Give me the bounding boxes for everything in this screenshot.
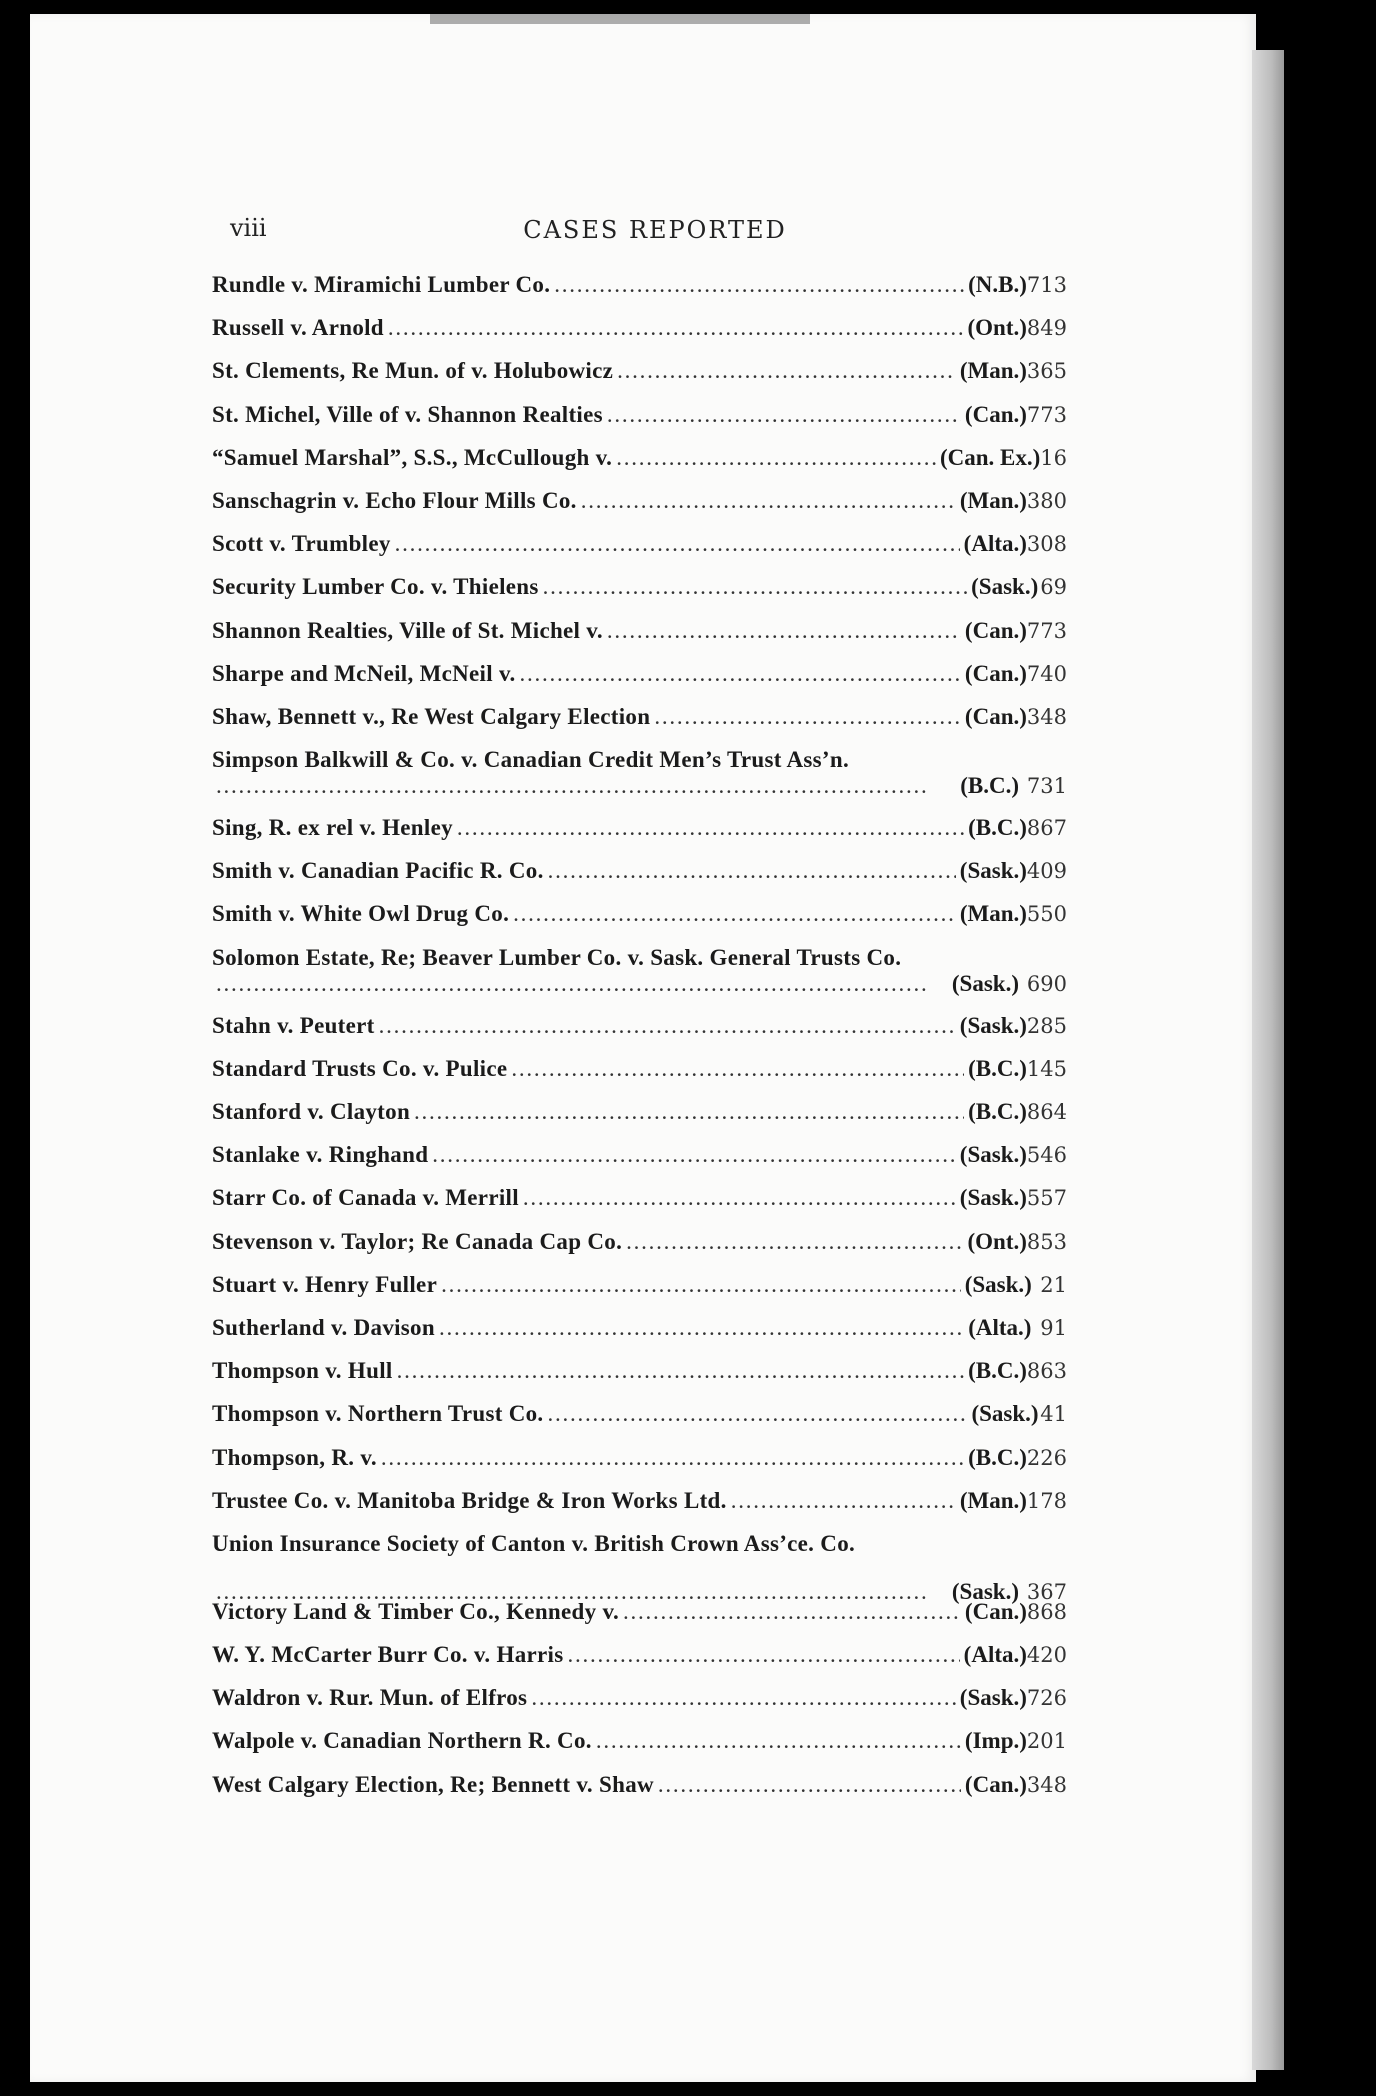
page-reference: 367 xyxy=(1026,1579,1067,1604)
court-abbrev: (Can.) xyxy=(964,1771,1027,1797)
court-abbrev: (B.C.) xyxy=(968,815,1027,841)
case-name: Stanlake v. Ringhand xyxy=(212,1142,429,1168)
case-name: Smith v. White Owl Drug Co. xyxy=(212,901,510,927)
case-entry xyxy=(212,704,1067,747)
court-abbrev: (Sask.) xyxy=(959,858,1027,884)
dot-leader xyxy=(596,1728,961,1754)
case-entry xyxy=(212,402,1067,445)
case-entry xyxy=(212,1599,1067,1642)
page-reference: 868 xyxy=(1026,1599,1067,1624)
page-reference: 731 xyxy=(1026,774,1067,799)
case-entry xyxy=(212,531,1067,574)
dot-leader xyxy=(607,618,961,644)
case-entry xyxy=(212,1685,1067,1728)
case-name: Sanschagrin v. Echo Flour Mills Co. xyxy=(212,487,577,513)
court-abbrev: (Sask.) xyxy=(971,1401,1039,1427)
case-name: Solomon Estate, Re; Beaver Lumber Co. v. Sask. General Trusts Co. xyxy=(212,944,902,970)
dot-leader xyxy=(513,901,956,927)
case-entry xyxy=(212,1272,1067,1315)
dot-leader xyxy=(441,1272,961,1298)
court-abbrev: (Sask.) xyxy=(951,970,1019,996)
case-name: West Calgary Election, Re; Bennett v. Shaw xyxy=(212,1771,654,1797)
case-entry xyxy=(212,945,1067,1013)
dot-leader xyxy=(626,1229,963,1255)
dot-leader xyxy=(654,704,961,730)
page-reference: 546 xyxy=(1026,1143,1067,1168)
case-name: Starr Co. of Canada v. Merrill xyxy=(212,1185,519,1211)
dot-leader xyxy=(520,661,961,687)
page-reference: 863 xyxy=(1026,1359,1067,1384)
court-abbrev: (Can.) xyxy=(964,1598,1027,1624)
case-name: St. Michel, Ville of v. Shannon Realties xyxy=(212,401,603,427)
page-reference: 409 xyxy=(1026,859,1067,884)
court-abbrev: (Alta.) xyxy=(968,1314,1032,1340)
case-name: Stuart v. Henry Fuller xyxy=(212,1271,438,1297)
court-abbrev: (Sask.) xyxy=(959,1685,1027,1711)
dot-leader xyxy=(616,445,936,471)
case-name: Sharpe and McNeil, McNeil v. xyxy=(212,660,516,686)
page-reference: 178 xyxy=(1026,1488,1067,1513)
case-entry xyxy=(212,1642,1067,1685)
page-reference: 550 xyxy=(1026,902,1067,927)
case-name: Rundle v. Miramichi Lumber Co. xyxy=(212,272,551,297)
court-abbrev: (Can.) xyxy=(964,660,1027,686)
case-entry xyxy=(212,618,1067,661)
case-name: Sutherland v. Davison xyxy=(212,1314,435,1340)
dot-leader xyxy=(581,488,956,514)
page-reference: 867 xyxy=(1026,816,1067,841)
court-abbrev: (B.C.) xyxy=(960,773,1019,799)
case-name: Russell v. Arnold xyxy=(212,315,384,341)
court-abbrev: (Can.) xyxy=(964,401,1027,427)
page-edge xyxy=(1252,50,1284,2070)
court-abbrev: (Imp.) xyxy=(964,1728,1027,1754)
scan-artifact xyxy=(430,14,810,24)
court-abbrev: (Sask.) xyxy=(959,1142,1027,1168)
page-reference: 849 xyxy=(1026,316,1067,341)
dot-leader xyxy=(567,1642,959,1668)
court-abbrev: (B.C.) xyxy=(968,1055,1027,1081)
case-name: St. Clements, Re Mun. of v. Holubowicz xyxy=(212,358,614,384)
case-entry xyxy=(212,1488,1067,1531)
dot-leader xyxy=(388,315,964,341)
court-abbrev: (Man.) xyxy=(959,901,1027,927)
case-entry xyxy=(212,358,1067,401)
page-header xyxy=(230,214,1080,254)
case-entry xyxy=(212,1315,1067,1358)
page-reference: 420 xyxy=(1026,1643,1067,1668)
dot-leader xyxy=(216,971,948,997)
court-abbrev: (Ont.) xyxy=(967,1228,1027,1254)
page-reference: 285 xyxy=(1026,1013,1067,1038)
page-reference: 726 xyxy=(1026,1686,1067,1711)
page-reference: 380 xyxy=(1026,488,1067,513)
dot-leader xyxy=(658,1772,961,1798)
court-abbrev: (Sask.) xyxy=(964,1271,1032,1297)
case-name: Thompson, R. v. xyxy=(212,1444,377,1470)
dot-leader xyxy=(623,1599,961,1625)
case-entry xyxy=(212,858,1067,901)
page-reference: 348 xyxy=(1026,1772,1067,1797)
court-abbrev: (N.B.) xyxy=(968,272,1027,297)
dot-leader xyxy=(511,1056,964,1082)
dot-leader xyxy=(531,1685,955,1711)
page-reference: 557 xyxy=(1026,1186,1067,1211)
page-reference: 21 xyxy=(1040,1272,1067,1297)
case-entry xyxy=(212,747,1067,815)
case-name: Smith v. Canadian Pacific R. Co. xyxy=(212,858,544,884)
dot-leader xyxy=(607,402,961,428)
court-abbrev: (Can.) xyxy=(964,617,1027,643)
court-abbrev: (Sask.) xyxy=(959,1185,1027,1211)
case-entry xyxy=(212,1142,1067,1185)
dot-leader xyxy=(395,531,960,557)
case-entry xyxy=(212,1772,1067,1815)
case-entry xyxy=(212,1229,1067,1272)
dot-leader xyxy=(523,1185,956,1211)
page-reference: 348 xyxy=(1026,704,1067,729)
court-abbrev: (Ont.) xyxy=(967,315,1027,341)
dot-leader xyxy=(381,1445,964,1471)
dot-leader xyxy=(731,1488,956,1514)
case-name: Stanford v. Clayton xyxy=(212,1099,411,1124)
case-entry xyxy=(212,1530,1067,1604)
case-name: “Samuel Marshal”, S.S., McCullough v. xyxy=(212,444,613,470)
case-entry xyxy=(212,1056,1067,1099)
court-abbrev: (Can. Ex.) xyxy=(939,444,1041,470)
case-name: Shannon Realties, Ville of St. Michel v. xyxy=(212,617,603,643)
dot-leader xyxy=(216,773,956,799)
page-reference: 201 xyxy=(1026,1729,1067,1754)
case-name: Thompson v. Northern Trust Co. xyxy=(212,1401,544,1427)
case-name: W. Y. McCarter Burr Co. v. Harris xyxy=(212,1642,564,1668)
case-name: Security Lumber Co. v. Thielens xyxy=(212,574,539,600)
page-reference: 864 xyxy=(1026,1100,1067,1124)
case-entry xyxy=(212,488,1067,531)
case-entry xyxy=(212,1099,1067,1142)
dot-leader xyxy=(397,1358,965,1384)
case-name: Walpole v. Canadian Northern R. Co. xyxy=(212,1728,592,1754)
dot-leader xyxy=(439,1315,964,1341)
page-reference: 740 xyxy=(1026,661,1067,686)
page-reference: 226 xyxy=(1026,1445,1067,1470)
dot-leader xyxy=(617,358,956,384)
court-abbrev: (Man.) xyxy=(959,1487,1027,1513)
page-number: viii xyxy=(230,214,267,242)
case-name: Stevenson v. Taylor; Re Canada Cap Co. xyxy=(212,1228,623,1254)
page-reference: 16 xyxy=(1040,445,1067,470)
case-entry xyxy=(212,1401,1067,1444)
case-entry xyxy=(212,315,1067,358)
case-entry xyxy=(212,1728,1067,1771)
dot-leader xyxy=(547,1401,967,1427)
case-entry xyxy=(212,574,1067,617)
case-name: Simpson Balkwill & Co. v. Canadian Credit Men’s Trust Ass’n. xyxy=(212,747,849,773)
page-reference: 41 xyxy=(1040,1402,1067,1427)
case-name: Union Insurance Society of Canton v. British Crown Ass’ce. Co. xyxy=(212,1530,856,1556)
case-name: Stahn v. Peutert xyxy=(212,1012,375,1038)
court-abbrev: (Man.) xyxy=(959,358,1027,384)
court-abbrev: (Sask.) xyxy=(971,574,1039,600)
dot-leader xyxy=(548,858,956,884)
case-entry xyxy=(212,661,1067,704)
page-reference: 853 xyxy=(1026,1229,1067,1254)
dot-leader xyxy=(379,1013,956,1039)
case-entry xyxy=(212,815,1067,858)
case-entry xyxy=(212,1445,1067,1488)
case-entry xyxy=(212,1013,1067,1056)
case-name: Scott v. Trumbley xyxy=(212,531,391,557)
case-entry xyxy=(212,1358,1067,1401)
page-reference: 773 xyxy=(1026,402,1067,427)
page-reference: 365 xyxy=(1026,359,1067,384)
case-name: Sing, R. ex rel v. Henley xyxy=(212,815,453,841)
page-reference: 145 xyxy=(1026,1056,1067,1081)
page-reference: 773 xyxy=(1026,618,1067,643)
case-entry xyxy=(212,272,1067,315)
case-entry xyxy=(212,901,1067,944)
case-name: Victory Land & Timber Co., Kennedy v. xyxy=(212,1598,620,1624)
court-abbrev: (Alta.) xyxy=(963,1642,1027,1668)
page-reference: 91 xyxy=(1040,1315,1067,1340)
court-abbrev: (Sask.) xyxy=(951,1578,1019,1604)
court-abbrev: (Alta.) xyxy=(963,531,1027,557)
case-name: Standard Trusts Co. v. Pulice xyxy=(212,1055,508,1081)
court-abbrev: (B.C.) xyxy=(968,1358,1027,1384)
dot-leader xyxy=(543,574,968,600)
case-name: Trustee Co. v. Manitoba Bridge & Iron Works Ltd. xyxy=(212,1487,727,1513)
page-title: CASES REPORTED xyxy=(523,216,787,244)
court-abbrev: (B.C.) xyxy=(968,1444,1027,1470)
court-abbrev: (B.C.) xyxy=(968,1099,1027,1124)
case-entry xyxy=(212,1185,1067,1228)
page-reference: 69 xyxy=(1040,575,1067,600)
court-abbrev: (Sask.) xyxy=(959,1012,1027,1038)
dot-leader xyxy=(457,815,964,841)
case-name: Shaw, Bennett v., Re West Calgary Election xyxy=(212,703,651,729)
court-abbrev: (Man.) xyxy=(959,487,1027,513)
dot-leader xyxy=(414,1099,964,1125)
dot-leader xyxy=(432,1142,956,1168)
court-abbrev: (Can.) xyxy=(964,703,1027,729)
case-entry xyxy=(212,445,1067,488)
dot-leader xyxy=(554,272,964,298)
page-reference: 713 xyxy=(1026,273,1067,297)
page-reference: 690 xyxy=(1026,971,1067,996)
cases-list xyxy=(212,272,1067,1815)
case-name: Waldron v. Rur. Mun. of Elfros xyxy=(212,1685,528,1711)
case-name: Thompson v. Hull xyxy=(212,1358,393,1384)
page-reference: 308 xyxy=(1026,532,1067,557)
